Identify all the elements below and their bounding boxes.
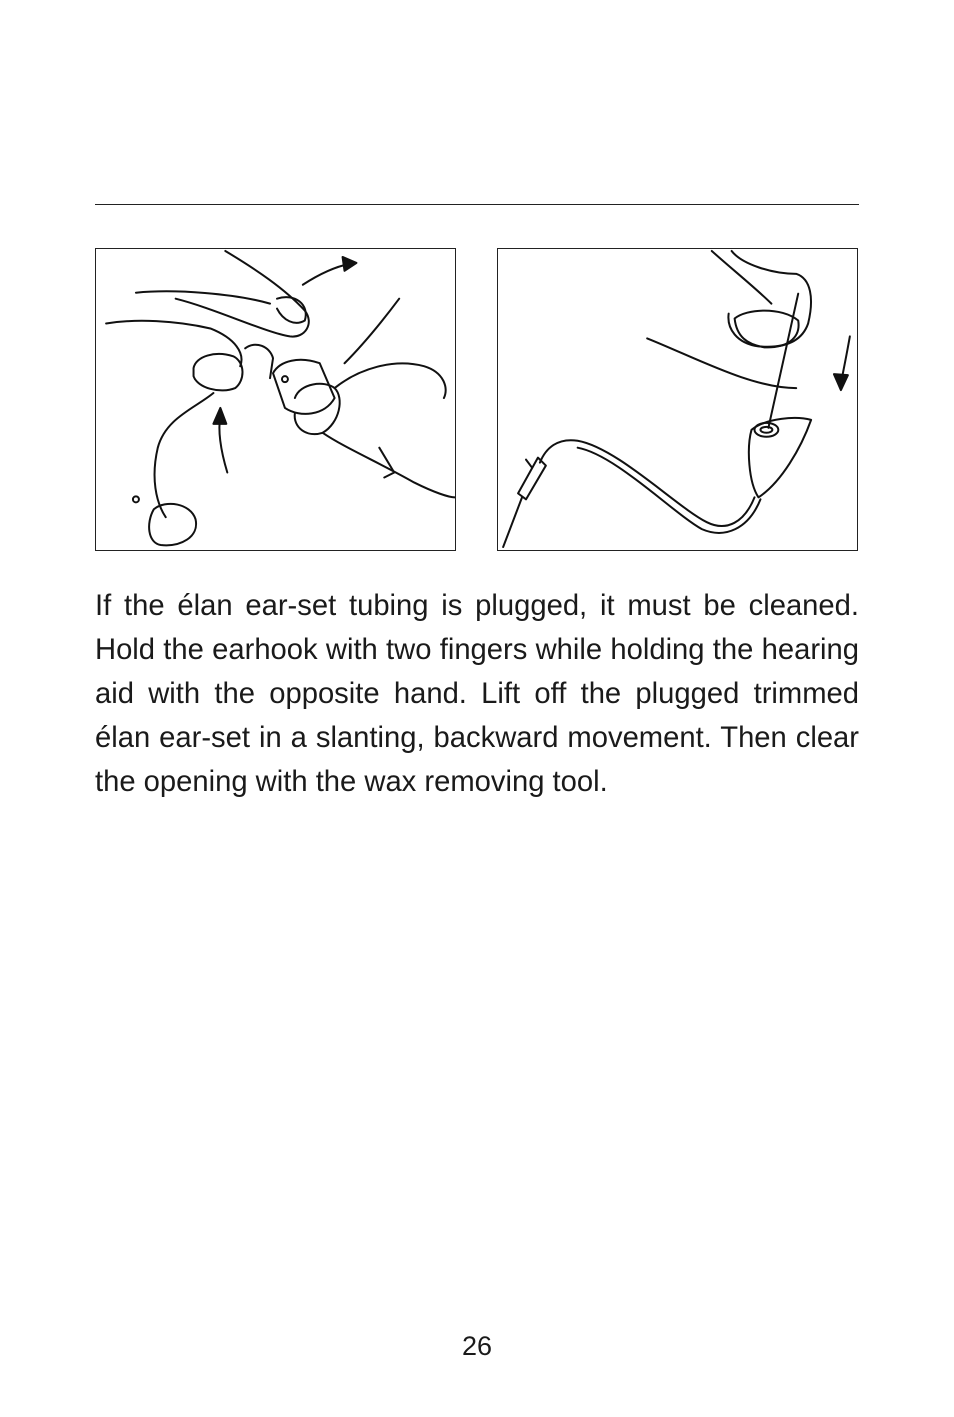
upper-finger-outline bbox=[176, 251, 309, 337]
arrow-shaft-down bbox=[842, 336, 850, 378]
right-knuckle-line bbox=[345, 299, 400, 364]
fingernail bbox=[277, 297, 306, 323]
arrow-head-down bbox=[834, 374, 848, 390]
header-rule bbox=[95, 204, 859, 205]
cable-plug bbox=[133, 496, 139, 502]
tubing-cable bbox=[540, 440, 755, 526]
earset-tip bbox=[749, 418, 811, 497]
clear-opening-drawing bbox=[498, 249, 857, 550]
earset-opening-inner bbox=[760, 427, 772, 433]
tubing-cable-inner bbox=[578, 448, 761, 533]
page-number: 26 bbox=[461, 1331, 493, 1361]
body-paragraph: If the élan ear-set tubing is plugged, it must be cleaned. Hold the earhook with two fingers while holding the hearing aid with the opposite hand. Lift off the plugged trimmed élan ear-set in a slanting, backward movement. Then clear the opening with the wax removing tool. bbox=[95, 590, 859, 798]
tubing-cable bbox=[155, 393, 214, 517]
right-hand-detail bbox=[379, 448, 394, 478]
upper-thumb-outline bbox=[106, 321, 241, 366]
connector-clip bbox=[526, 460, 532, 468]
earset-opening bbox=[754, 423, 778, 437]
remove-earset-drawing bbox=[96, 249, 455, 550]
right-palm-outline bbox=[335, 363, 446, 398]
arrow-head-up bbox=[213, 408, 226, 424]
illustration-clear-opening bbox=[497, 248, 858, 551]
ear-tip-piece bbox=[194, 354, 243, 390]
ear-mold bbox=[149, 504, 196, 545]
finger-outline bbox=[728, 251, 811, 347]
connector bbox=[518, 458, 546, 500]
index-finger-outline bbox=[136, 291, 270, 303]
illustration-remove-earset bbox=[95, 248, 456, 551]
connector-pin bbox=[503, 497, 522, 547]
device-screw bbox=[282, 376, 288, 382]
earhook bbox=[245, 345, 273, 378]
right-thumb-outline bbox=[295, 384, 340, 434]
arrow-head-right bbox=[343, 257, 357, 271]
arrow-shaft-right bbox=[303, 264, 350, 285]
